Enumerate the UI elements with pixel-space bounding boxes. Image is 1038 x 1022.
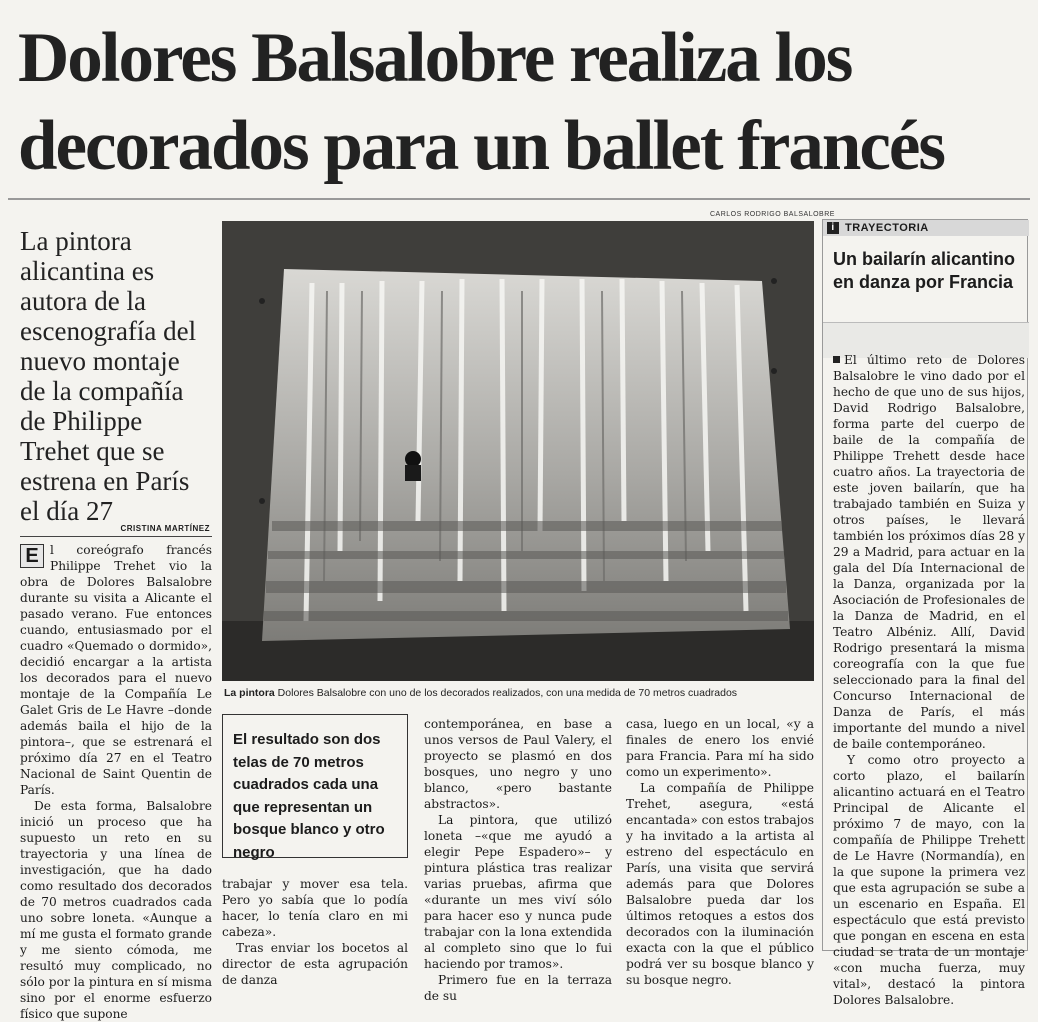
sidebar-text	[833, 352, 1025, 1008]
headline-line-1: Dolores Balsalobre realiza los	[18, 19, 852, 97]
article-column-2	[222, 876, 408, 988]
forest-painting-image	[222, 221, 814, 681]
article-paragraph: casa, luego en un local, «y a finales de enero los envié para Francia. Para mí ha sido como un experimento».	[626, 717, 814, 779]
article-paragraph: l coreógrafo francés Philippe Trehet vio la obra de Dolores Balsalobre durante su visita a Alicante el pasado verano. Fue entonces cuando, entusiasmado por el cuadro «Quemado o dormido», decidió encargar a la artista los decorados para el nuevo montaje de la Compañía Le Galet Gris de Le Havre –donde además baila el hijo de la pintora–, que se estrenará el próximo día 27 en el Teatro Nacional de Saint Quentin de París.	[20, 543, 212, 797]
byline-rule	[20, 536, 212, 537]
article-paragraph: Tras enviar los bocetos al director de esta agrupación de danza	[222, 941, 408, 987]
article-paragraph: La pintora, que utilizó loneta –«que me ayudó a elegir Pepe Espadero»– y pintura plástica tras realizar varias pruebas, afirma que «durante un mes viví sólo para hacer eso y nunca pude trabajar con la lona extendida al completo sino que lo fui haciendo por tramos».	[424, 813, 612, 971]
sidebar-paragraph	[833, 352, 1025, 752]
sidebar-paragraph-text: El último reto de Dolores Balsalobre le vino dado por el hecho de que uno de sus hijos, David Rodrigo Balsalobre, forma parte del cuerpo de baile de la compañía de Philippe Trehett desde hace cuatro años. La trayectoria de este joven bailarín, que ha trabajado también en Suiza y otros países, le llevará también los próximos días 28 y 29 a Madrid, para actuar en la gala del Día Internacional de la Danza, organizada por la Asociación de Profesionales de la Danza de Madrid, en el Teatro Albéniz. Allí, David Rodrigo presentará la misma coreografía con la que fue seleccionado para la final del Concurso Internacional de Danza de París, el más importante del mundo a nivel de baile contemporáneo.	[833, 353, 1025, 751]
article-paragraph: contemporánea, en base a unos versos de Paul Valery, el proyecto se plasmó en dos bosques, uno negro y uno blanco, «pero bastante abstractos».	[424, 717, 612, 811]
article-column-4	[626, 716, 814, 988]
bullet-icon	[833, 356, 840, 363]
headline	[18, 14, 1028, 190]
subheadline: La pintora alicantina es autora de la escenografía del nuevo montaje de la compañía de Philippe Trehet que se estrena en París el día 27	[20, 226, 197, 526]
sidebar-tag-label: TRAYECTORIA	[845, 222, 929, 234]
pull-quote: El resultado son dos telas de 70 metros cuadrados cada una que representan un bosque blanco y otro negro	[222, 714, 408, 858]
info-icon: i	[827, 222, 839, 234]
article-paragraph: De esta forma, Balsalobre inició un proceso que ha supuesto un reto en su trayectoria y una línea de investigación, que ha dado como resultado dos decorados de 70 metros cuadrados cada uno sobre loneta. «Aunque a mí me gusta el formato grande y me siento cómoda, me resultó muy complicado, no sólo por la pintura en sí misma sino por el enorme esfuerzo físico que supone	[20, 799, 212, 1021]
sidebar-paragraph: Y como otro proyecto a corto plazo, el bailarín alicantino actuará en el Teatro Principal de Alicante el próximo 7 de mayo, con la compañía de Philippe Trehett de Le Havre (Normandía), en la que supone la primera vez que esta agrupación se sube a un escenario en España. El espectáculo que está previsto que pongan en escena en esta ciudad se trata de un montaje «con mucha fuerza, muy vital», destacó la pintora Dolores Balsalobre.	[833, 753, 1025, 1007]
drop-cap: E	[20, 544, 44, 568]
article-paragraph: Primero fue en la terraza de su	[424, 973, 612, 1003]
headline-rule	[8, 198, 1030, 200]
article-photo	[222, 221, 814, 681]
headline-line-2: decorados para un ballet francés	[18, 107, 945, 185]
byline: CRISTINA MARTÍNEZ	[120, 524, 210, 533]
caption-lead: La pintora	[224, 687, 275, 699]
photo-credit: CARLOS RODRIGO BALSALOBRE	[710, 211, 835, 218]
article-column-3	[424, 716, 612, 1004]
sidebar-title: Un bailarín alicantino en danza por Francia	[833, 249, 1016, 292]
sidebar-tag	[823, 220, 1029, 236]
article-paragraph: La compañía de Philippe Trehet, asegura, «está encantada» con estos trabajos y ha invitado a la artista al estreno del espectáculo en París, una visita que servirá además para que Dolores Balsalobre pueda dar los últimos retoques a estos dos decorados con la iluminación exacta con la que el público podrá ver su bosque blanco y su bosque negro.	[626, 781, 814, 987]
caption-text: Dolores Balsalobre con uno de los decorados realizados, con una medida de 70 metros cuadrados	[274, 687, 738, 699]
sidebar-box	[822, 219, 1028, 1007]
article-paragraph: trabajar y mover esa tela. Pero yo sabía que lo podía hacer, lo tenía claro en mi cabeza».	[222, 877, 408, 939]
photo-caption	[224, 687, 824, 699]
article-column-1	[20, 542, 212, 1022]
